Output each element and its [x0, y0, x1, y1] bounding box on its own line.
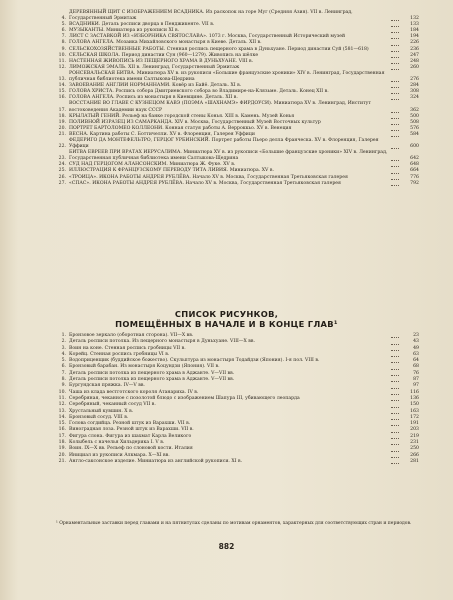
item-page: 776 [410, 174, 419, 180]
item-title: Хрустальный кувшин. X в. [69, 408, 134, 414]
dot-leader [391, 20, 399, 21]
item-page: 64 [413, 358, 419, 364]
item-title: Бронзовый сосуд. VIII в. [69, 414, 129, 420]
item-page: 191 [410, 421, 419, 427]
item-title: ЛИСТ С ЗАСТАВКОЙ ИЗ «ИЗБОРНИКА СВЯТОСЛАВА». 1073 г. Москва, Государственный Исторический музей [69, 34, 346, 40]
plate-entry [56, 150, 419, 162]
dot-leader [391, 136, 399, 137]
dot-leader [391, 400, 399, 401]
dot-leader [391, 185, 399, 186]
dot-leader [391, 173, 399, 174]
item-title: Фигура слона. Фигура из шахмат Карла Великого [69, 433, 192, 439]
dot-leader [391, 69, 399, 70]
item-title: ВЕСНА. Картина работы С. Боттичелли. XV в. Флоренция, Галерея Уффици [69, 131, 255, 137]
item-title: Воин на коне. Стенная роспись гробницы VII в. [69, 345, 186, 351]
item-title: Серебряный, чеканный сосуд VII в. [69, 402, 156, 408]
dot-leader [391, 99, 399, 100]
item-title: Деталь росписи потолка из пещерного храма в Аджанте. V—VII вв. [69, 370, 235, 376]
item-number: 7. [61, 34, 66, 40]
item-page: 284 [410, 83, 419, 89]
item-page: 276 [410, 77, 419, 83]
item-number: 8. [61, 40, 66, 46]
item-page: 219 [410, 433, 419, 439]
plate-entry [56, 101, 419, 113]
item-page: 362 [410, 107, 419, 113]
item-page: 63 [413, 351, 419, 357]
item-page: 76 [413, 370, 419, 376]
heading-line-1: СПИСОК РИСУНКОВ, [174, 309, 279, 319]
item-title: Водоприценщик (буддийское божество). Скульптура из монастыря Тодайдзи (Япония). I-я пол. VIII в. [69, 358, 320, 364]
figure-entry [56, 459, 419, 465]
item-number: 15. [58, 89, 66, 95]
dot-leader [391, 130, 399, 131]
item-title: Голова согдийца. Резной штук из Варахши. VII в. [69, 421, 191, 427]
plate-entry [56, 71, 419, 83]
dot-leader [391, 451, 399, 452]
item-page: 43 [413, 339, 419, 345]
item-number: 10. [58, 389, 66, 395]
item-number: 9. [61, 46, 66, 52]
item-page: 584 [410, 131, 419, 137]
item-number: 24. [58, 162, 66, 168]
dot-leader [391, 407, 399, 408]
item-page: 248 [410, 58, 419, 64]
dot-leader [391, 38, 399, 39]
item-page: 172 [410, 414, 419, 420]
dot-leader [391, 179, 399, 180]
dot-leader [391, 463, 399, 464]
item-title: ЗАВОЕВАНИЕ АНГЛИИ НОРМАННАМИ. Ковёр из Байё. Деталь. XI в. [69, 83, 242, 89]
dot-leader [391, 118, 399, 119]
dot-leader [391, 166, 399, 167]
item-page: 49 [413, 345, 419, 351]
item-page: 87 [413, 377, 419, 383]
plate-entry [56, 10, 419, 22]
item-title: БИТВА ЕВРЕЕВ ПРИ ВРАТАХ ИЕРУСАЛИМА. Миниатюра XV в. из рукописи «Большие французские хроники» XIV в. Ленинград, Государственная публичная библиотека имени Салтыкова-Щедрина [69, 150, 388, 162]
item-title: ЛИМОЖСКАЯ ЭМАЛЬ. XII в. Ленинград, Государственный Эрмитаж [69, 64, 240, 70]
item-title: ПОРТРЕТ БАРТОЛОМЕО КОЛЛЕОНИ. Конная статуя работы А. Верроккьо. XV в. Венеция [69, 125, 292, 131]
item-number: 20. [58, 125, 66, 131]
dot-leader [391, 375, 399, 376]
item-number: 12. [58, 402, 66, 408]
item-page: 136 [410, 395, 419, 401]
dot-leader [391, 444, 399, 445]
item-title: Чаша из клада вестготского короля Атанариха. IV в. [69, 389, 199, 395]
item-number: 21. [58, 458, 66, 464]
item-title: Бургундская пряжка. IV—V вв. [69, 383, 145, 389]
item-number: 11. [58, 58, 66, 64]
item-title: НАСТЕННАЯ ЖИВОПИСЬ ИЗ ПЕЩЕРНОГО ХРАМА В ДУНЬХУАНЕ. VIII в. [69, 58, 254, 64]
dot-leader [391, 362, 399, 363]
item-title: Бронзовое зеркало (оборотная сторона). VII—X вв. [69, 333, 194, 338]
dot-leader [391, 432, 399, 433]
item-title: Корейц. Стенная роспись гробницы VI в. [69, 351, 170, 357]
item-page: 133 [410, 22, 419, 28]
dot-leader [391, 457, 399, 458]
item-number: 5. [61, 22, 66, 28]
item-number: 14. [58, 83, 66, 89]
dot-leader [391, 350, 399, 351]
dot-leader [391, 148, 399, 149]
footnote: ¹ Орнаментальные заставки перед главами и на пятнитулах сделаны по мотивам орнаментов, характерных для соответствующих стран и периодов. [56, 521, 412, 526]
item-page: 324 [410, 95, 419, 101]
item-number: 18. [58, 440, 66, 446]
item-title: «СПАС». ИКОНА РАБОТЫ АНДРЕЯ РУБЛЁВА. Начало XV в. Москва, Государственная Третьяковская галерея [69, 180, 341, 186]
heading-line-2: ПОМЕЩЁННЫХ В НАЧАЛЕ И В КОНЦЕ ГЛАВ¹ [115, 319, 338, 329]
item-number: 20. [58, 452, 66, 458]
item-number: 27. [58, 180, 66, 186]
item-title: ГОЛОВА АНГЕЛА. Роспись из монастыря в Киевщине. Деталь. XII в. [69, 95, 238, 101]
item-number: 18. [58, 113, 66, 119]
item-title: Деталь росписи потолка из пещерного храма в Аджанте. V—VII вв. [69, 377, 235, 383]
dot-leader [391, 356, 399, 357]
item-title: ВОССТАНИЕ ВО ГЛАВЕ С КУЗНЕЦОМ КАВЭ (ПОЭМА «ШАХНАМЭ» ФИРДОУСИ). Миниатюра XV в. Ленинград, Институт востоковедения Академии наук СССР [69, 101, 371, 113]
dot-leader [391, 63, 399, 64]
item-number: 21. [58, 131, 66, 137]
item-number: 6. [61, 364, 66, 370]
item-number: 3. [61, 345, 66, 351]
dot-leader [391, 369, 399, 370]
item-page: 97 [413, 383, 419, 389]
item-title: СУД НАД ГЕРЦОГОМ АЛАНСОНСКИМ. Миниатюра Ж. Фуке. XV в. [69, 162, 236, 168]
dot-leader [391, 124, 399, 125]
item-number: 4. [61, 351, 66, 357]
item-page: 250 [410, 446, 419, 452]
item-title: Колыбель с начелья Хильдерика I. V в. [69, 440, 165, 446]
item-page: 600 [410, 144, 419, 150]
item-page: 163 [410, 408, 419, 414]
dot-leader [391, 93, 399, 94]
item-title: ГОЛОВА ХРИСТА. Роспись собора Дмитриевского собора во Владимире-на-Клязьме. Деталь. Конец XII в. [69, 89, 329, 95]
item-title: ДЕРЕВЯННЫЙ ЩИТ С ИЗОБРАЖЕНИЕМ ВСАДНИКА. Из раскопок на горе Муг (Средняя Азия). VII в. Ленинград, Государственный Эрмитаж [69, 10, 353, 22]
dot-leader [391, 57, 399, 58]
item-title: Инициал из рукописи Алкмара. X—XI вв. [69, 452, 170, 458]
item-number: 14. [58, 414, 66, 420]
item-number: 5. [61, 358, 66, 364]
item-number: 26. [58, 174, 66, 180]
item-title: СЕЛЬСКАЯ ШКОЛА. Период династии Сун (960—1279). Живопись на шёлке [69, 52, 259, 58]
item-number: 13. [58, 77, 66, 83]
item-title: СЕЛЬСКОХОЗЯЙСТВЕННЫЕ РАБОТЫ. Стенная роспись пещерного храма в Дуньхуане. Период династии Суй (581—618) [69, 46, 369, 52]
item-number: 11. [58, 395, 66, 401]
item-number: 19. [58, 119, 66, 125]
dot-leader [391, 394, 399, 395]
figures-list [56, 333, 419, 465]
item-number: 4. [61, 16, 66, 22]
dot-leader [391, 438, 399, 439]
dot-leader [391, 419, 399, 420]
item-page: 226 [410, 40, 419, 46]
dot-leader [391, 388, 399, 389]
item-number: 17. [58, 433, 66, 439]
item-number: 7. [61, 370, 66, 376]
dot-leader [391, 112, 399, 113]
item-page: 150 [410, 402, 419, 408]
item-number: 17. [58, 107, 66, 113]
item-number: 16. [58, 427, 66, 433]
item-page: 116 [410, 389, 419, 395]
item-page: 236 [410, 46, 419, 52]
item-title: ФЕДЕРИГО ДА МОНТЕФЕЛЬТРО, ГЕРЦОГ УРБИНСКИЙ. Портрет работы Пьеро делла Франческа. XV в. Флоренция, Галерея Уффици [69, 137, 379, 150]
dot-leader [391, 87, 399, 88]
plate-entry [56, 138, 419, 150]
item-number: 8. [61, 377, 66, 383]
item-number: 16. [58, 95, 66, 101]
dot-leader [391, 344, 399, 345]
dot-leader [391, 425, 399, 426]
item-number: 25. [58, 168, 66, 174]
item-page: 648 [410, 162, 419, 168]
item-title: ИЛЛЮСТРАЦИЯ К ФРАНЦУЗСКОМУ ПЕРЕВОДУ ТИТА ЛИВИЯ. Миниатюра. XV в. [69, 168, 274, 174]
dot-leader [391, 413, 399, 414]
item-page: 642 [410, 156, 419, 162]
item-title: ВСАДНИКИ. Деталь росписи дворца в Пенджикенте. VII в. [69, 22, 215, 28]
color-plates-list [56, 10, 419, 187]
item-number: 22. [58, 144, 66, 150]
item-page: 184 [410, 28, 419, 34]
item-title: Бронзовый барабан. Из монастыря Коцундзи (Япония). VII в. [69, 364, 220, 370]
dot-leader [391, 160, 399, 161]
item-title: ГОЛОВА АНГЕЛА. Мозаика Михайловского монастыря в Киеве. Деталь. XII в. [69, 40, 262, 46]
item-page: 508 [410, 119, 419, 125]
item-number: 2. [61, 339, 66, 345]
item-number: 19. [58, 446, 66, 452]
item-page: 266 [410, 452, 419, 458]
item-title: Англо-саксонское изделие. Миниатюра из английской рукописи. XI в. [69, 458, 243, 464]
plate-entry [56, 181, 419, 187]
item-page: 664 [410, 168, 419, 174]
item-title: «ТРОИЦА». ИКОНА РАБОТЫ АНДРЕЯ РУБЛЁВА. Начало XV в. Москва, Государственная Третьяковская галерея [69, 174, 348, 180]
dot-leader [391, 381, 399, 382]
item-page: 260 [410, 64, 419, 70]
item-number: 6. [61, 28, 66, 34]
item-title: Виноградная лоза. Резной штук из Варахши. VII в. [69, 427, 194, 433]
item-page: 308 [410, 89, 419, 95]
dot-leader [391, 32, 399, 33]
item-page: 281 [410, 458, 419, 464]
item-title: РОНСЕВАЛЬСКАЯ БИТВА. Миниатюра XV в. из рукописи «Большие французские хроники» XIV в. Ленинград, Государственная публичная библиотека имени Салтыкова-Щедрина [69, 70, 385, 83]
item-page: 576 [410, 125, 419, 131]
item-title: КРЫЛАТЫЙ ГЕНИЙ. Рельеф на банке городской стены Конья. XIII в. Камень. Музей Конья [69, 113, 295, 119]
item-number: 15. [58, 421, 66, 427]
dot-leader [391, 45, 399, 46]
item-title: ПОЛИВНОЙ ИЗРАЗЕЦ ИЗ САМАРКАНДА. XIV в. Москва, Государственный Музей Восточных культур [69, 119, 321, 125]
item-title: МУЗЫКАНТЫ. Миниатюра из рукописи XI в. [69, 28, 180, 34]
dot-leader [391, 337, 399, 338]
dot-leader [391, 26, 399, 27]
item-number: 12. [58, 64, 66, 70]
item-page: 23 [413, 333, 419, 338]
item-page: 231 [410, 440, 419, 446]
item-title: Деталь росписи потолка. Из пещерного монастыря в Дуньхуане. VIII—X вв. [69, 339, 255, 345]
item-page: 792 [410, 180, 419, 186]
dot-leader [391, 51, 399, 52]
item-page: 194 [410, 34, 419, 40]
item-number: 10. [58, 52, 66, 58]
item-page: 500 [410, 113, 419, 119]
dot-leader [391, 81, 399, 82]
item-title: Воин. IX—X вв. Рельеф по слоновой кости. Италия [69, 446, 193, 452]
item-page: 132 [410, 16, 419, 22]
item-page: 247 [410, 52, 419, 58]
item-page: 68 [413, 364, 419, 370]
section-heading [0, 309, 453, 329]
item-page: 203 [410, 427, 419, 433]
item-number: 23. [58, 156, 66, 162]
page-number: 882 [218, 542, 235, 551]
item-title: Серебряная, чеканное с позолотой блюдо с изображением Шапура III, убивающего леопарда [69, 395, 300, 401]
item-number: 13. [58, 408, 66, 414]
item-number: 1. [61, 333, 66, 338]
item-number: 9. [61, 383, 66, 389]
